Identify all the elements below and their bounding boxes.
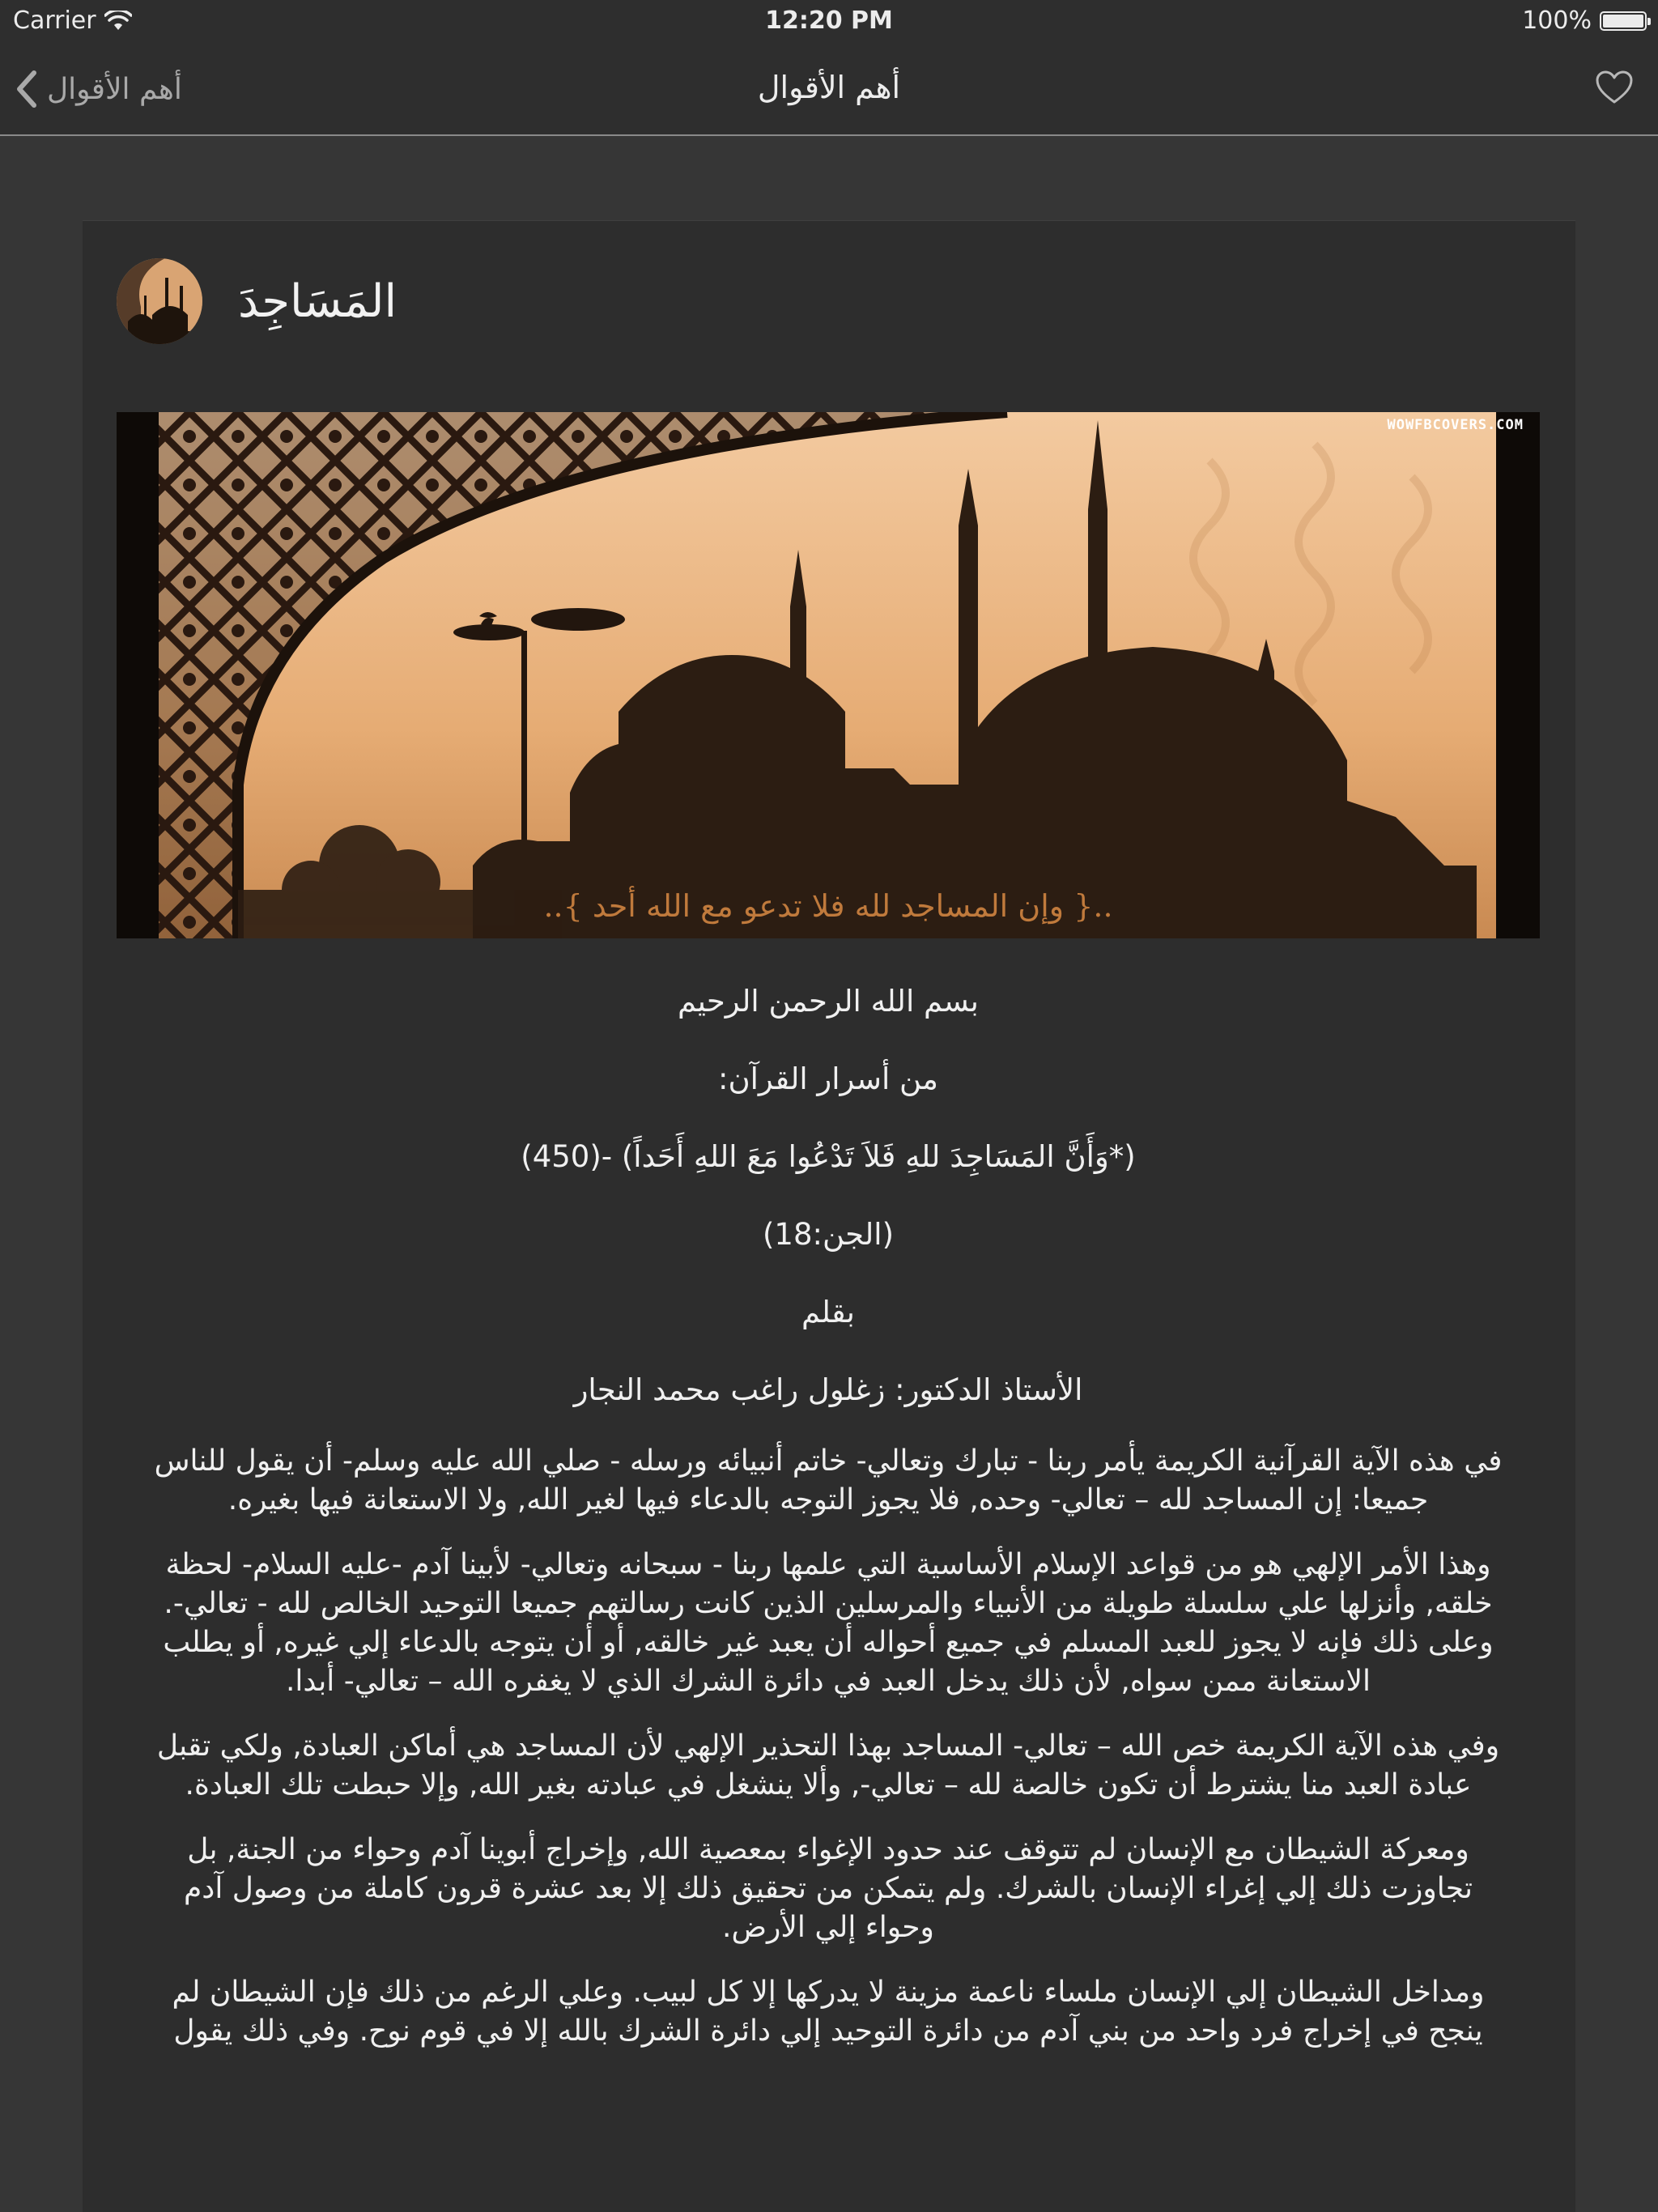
page-title: أهم الأقوال	[757, 70, 901, 105]
navigation-bar	[0, 45, 1658, 136]
battery-fill	[1603, 15, 1643, 28]
mosque-thumbnail-icon	[117, 258, 202, 344]
subtitle-line: من أسرار القرآن:	[718, 1061, 938, 1096]
status-bar	[0, 0, 1658, 45]
avatar	[117, 258, 202, 344]
paragraph: في هذه الآية القرآنية الكريمة يأمر ربنا - تبارك وتعالي- خاتم أنبيائه ورسله - صلي الله عليه وسلم- أن يقول للناس جميعا: إن المساجد لله – تعالي- وحده, فلا يجوز التوجه بالدعاء فيها لغير الله, ولا الاستعانة فيها بغيره.	[154, 1444, 1503, 1516]
mosque-banner-image	[117, 412, 1540, 938]
paragraph: ومداخل الشيطان إلي الإنسان ملساء ناعمة مزينة لا يدركها إلا كل لبيب. وعلي الرغم من ذلك فإن الشيطان لم ينجح في إخراج فرد واحد من بني آدم من دائرة التوحيد إلي دائرة الشرك بالله إلا في قوم نوح. وفي ذلك يقول	[172, 1976, 1485, 2048]
battery-icon	[1600, 11, 1647, 31]
banner-caption: ..{ وإن المساجد لله فلا تدعو مع الله أحد }..	[543, 888, 1113, 924]
paragraph: وفي هذه الآية الكريمة خص الله – تعالي- المساجد بهذا التحذير الإلهي لأن المساجد هي أماكن العبادة, ولكي تقبل عبادة العبد منا يشترط أن تكون خالصة لله – تعالي-, وألا ينشغل في عبادته بغير الله, وإلا حبطت تلك العبادة.	[156, 1729, 1500, 1802]
card-title: المَسَاجِدَ	[238, 274, 397, 328]
basmala-line: بسم الله الرحمن الرحيم	[678, 984, 979, 1019]
author-name: الأستاذ الدكتور: زغلول راغب محمد النجار	[573, 1372, 1083, 1407]
battery-percent: 100%	[1522, 6, 1592, 35]
paragraph: ومعركة الشيطان مع الإنسان لم تتوقف عند حدود الإغواء بمعصية الله, وإخراج أبوينا آدم وحواء من الجنة, بل تجاوزت ذلك إلي إغراء الإنسان بالشرك. ولم يتمكن من تحقيق ذلك إلا بعد عشرة قرون كاملة من وصول آدم وحواء إلي الأرض.	[184, 1833, 1473, 1944]
heart-icon	[1595, 70, 1634, 105]
carrier-label: Carrier	[13, 6, 96, 35]
verse-reference: (الجن:18)	[762, 1217, 895, 1252]
paragraph: وهذا الأمر الإلهي هو من قواعد الإسلام الأساسية التي علمها ربنا - سبحانه وتعالي- لأبينا آدم -عليه السلام- لحظة خلقه, وأنزلها علي سلسلة طويلة من الأنبياء والمرسلين الذين كانت رسالتهم جميعا التوحيد الخالص لله - تعالي-. وعلى ذلك فإنه لا يجوز للعبد المسلم في جميع أحواله أن يعبد غير خالقه, أو أن يتوجه بالدعاء إلي غيره, أو يطلب الاستعانة ممن سواه, لأن ذلك يدخل العبد في دائرة الشرك الذي لا يغفره الله – تعالي- أبدا.	[163, 1548, 1494, 1698]
status-time: 12:20 PM	[765, 6, 893, 35]
back-button-label: أهم الأقوال	[47, 72, 182, 106]
author-prefix: بقلم	[801, 1295, 855, 1329]
article-body	[117, 982, 1540, 2077]
article-card	[83, 220, 1575, 2212]
banner-watermark: WOWFBCOVERS.COM	[1387, 417, 1524, 433]
banner-image	[117, 412, 1540, 938]
verse-line: (*وَأَنَّ المَسَاجِدَ للهِ فَلاَ تَدْعُوا مَعَ اللهِ أَحَداً) -(450)	[521, 1139, 1136, 1174]
status-right	[1522, 6, 1647, 35]
favorite-button[interactable]	[1595, 70, 1634, 108]
card-header	[117, 257, 1541, 346]
